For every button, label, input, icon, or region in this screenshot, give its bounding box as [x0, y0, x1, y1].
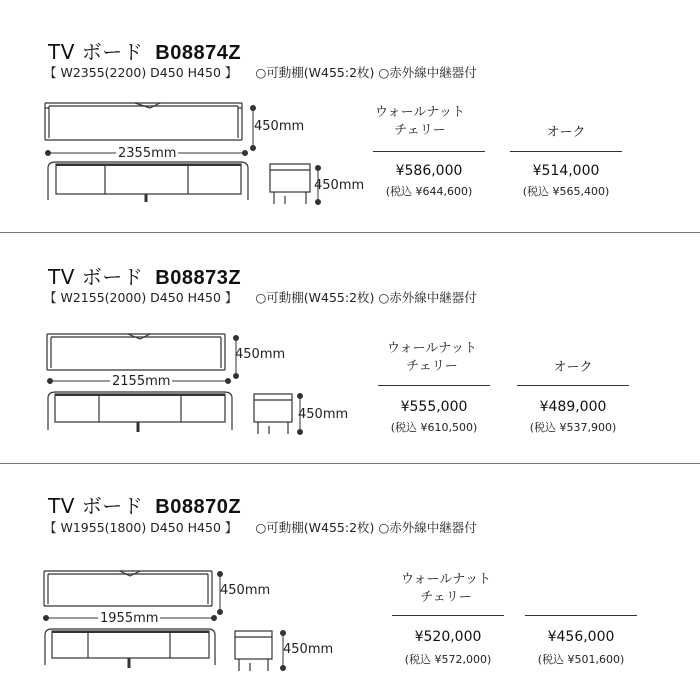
finish-label-oak: オーク [553, 360, 593, 375]
product-model: B08874Z [155, 42, 242, 64]
product-section-b08874z [0, 0, 700, 232]
size-spec: 【 W2155(2000) D450 H450 】 [44, 290, 238, 305]
tax-price: (税込 ¥501,600) [537, 653, 625, 666]
width-label: 2155mm [112, 374, 171, 389]
size-spec: 【 W1955(1800) D450 H450 】 [44, 520, 238, 535]
width-label: 2355mm [118, 146, 177, 161]
finish-label-walnut-cherry: ウォールナット チェリー [401, 572, 491, 605]
finish-rule [378, 385, 490, 386]
tax-price: (税込 ¥572,000) [404, 653, 492, 666]
options-text: ○可動棚(W455:2枚) ○赤外線中継器付 [255, 520, 477, 535]
finish-rule [510, 151, 622, 152]
finish-rule [525, 615, 637, 616]
product-section-b08870z [0, 463, 700, 700]
product-title-prefix: TV ボード [48, 494, 144, 518]
options-text: ○可動棚(W455:2枚) ○赤外線中継器付 [255, 65, 477, 80]
tax-price: (税込 ¥610,500) [390, 421, 478, 434]
finish-rule [392, 615, 504, 616]
lower-front-view [48, 392, 232, 432]
lower-front-view [45, 629, 215, 668]
price: ¥514,000 [532, 163, 600, 179]
depth-label: 450mm [314, 178, 365, 193]
product-section-b08873z [0, 232, 700, 464]
finish-label-walnut-cherry: ウォールナット チェリー [375, 105, 465, 138]
size-spec: 【 W2355(2200) D450 H450 】 [44, 65, 238, 80]
options-text: ○可動棚(W455:2枚) ○赤外線中継器付 [255, 290, 477, 305]
price: ¥520,000 [414, 629, 482, 645]
finish-label-oak: オーク [546, 125, 586, 140]
side-view-drawing [235, 631, 272, 671]
product-model: B08870Z [155, 496, 242, 518]
product-title-prefix: TV ボード [48, 265, 144, 289]
price: ¥555,000 [400, 399, 468, 415]
front-view-drawing [45, 103, 242, 140]
front-view-drawing [44, 571, 212, 606]
height-label: 450mm [220, 583, 271, 598]
lower-front-view [48, 162, 248, 202]
price: ¥489,000 [539, 399, 607, 415]
tax-price: (税込 ¥565,400) [522, 185, 610, 198]
width-label: 1955mm [100, 611, 159, 626]
depth-label: 450mm [298, 407, 349, 422]
price: ¥456,000 [547, 629, 615, 645]
price: ¥586,000 [395, 163, 463, 179]
side-view-drawing [254, 394, 292, 434]
finish-label-walnut-cherry: ウォールナット チェリー [387, 341, 477, 374]
front-view-drawing [47, 334, 225, 370]
tax-price: (税込 ¥644,600) [385, 185, 473, 198]
product-title-prefix: TV ボード [48, 40, 144, 64]
height-label: 450mm [235, 347, 286, 362]
height-label: 450mm [254, 119, 305, 134]
side-view-drawing [270, 164, 310, 204]
product-model: B08873Z [155, 267, 242, 289]
depth-label: 450mm [283, 642, 334, 657]
finish-rule [517, 385, 629, 386]
tax-price: (税込 ¥537,900) [529, 421, 617, 434]
finish-rule [373, 151, 485, 152]
